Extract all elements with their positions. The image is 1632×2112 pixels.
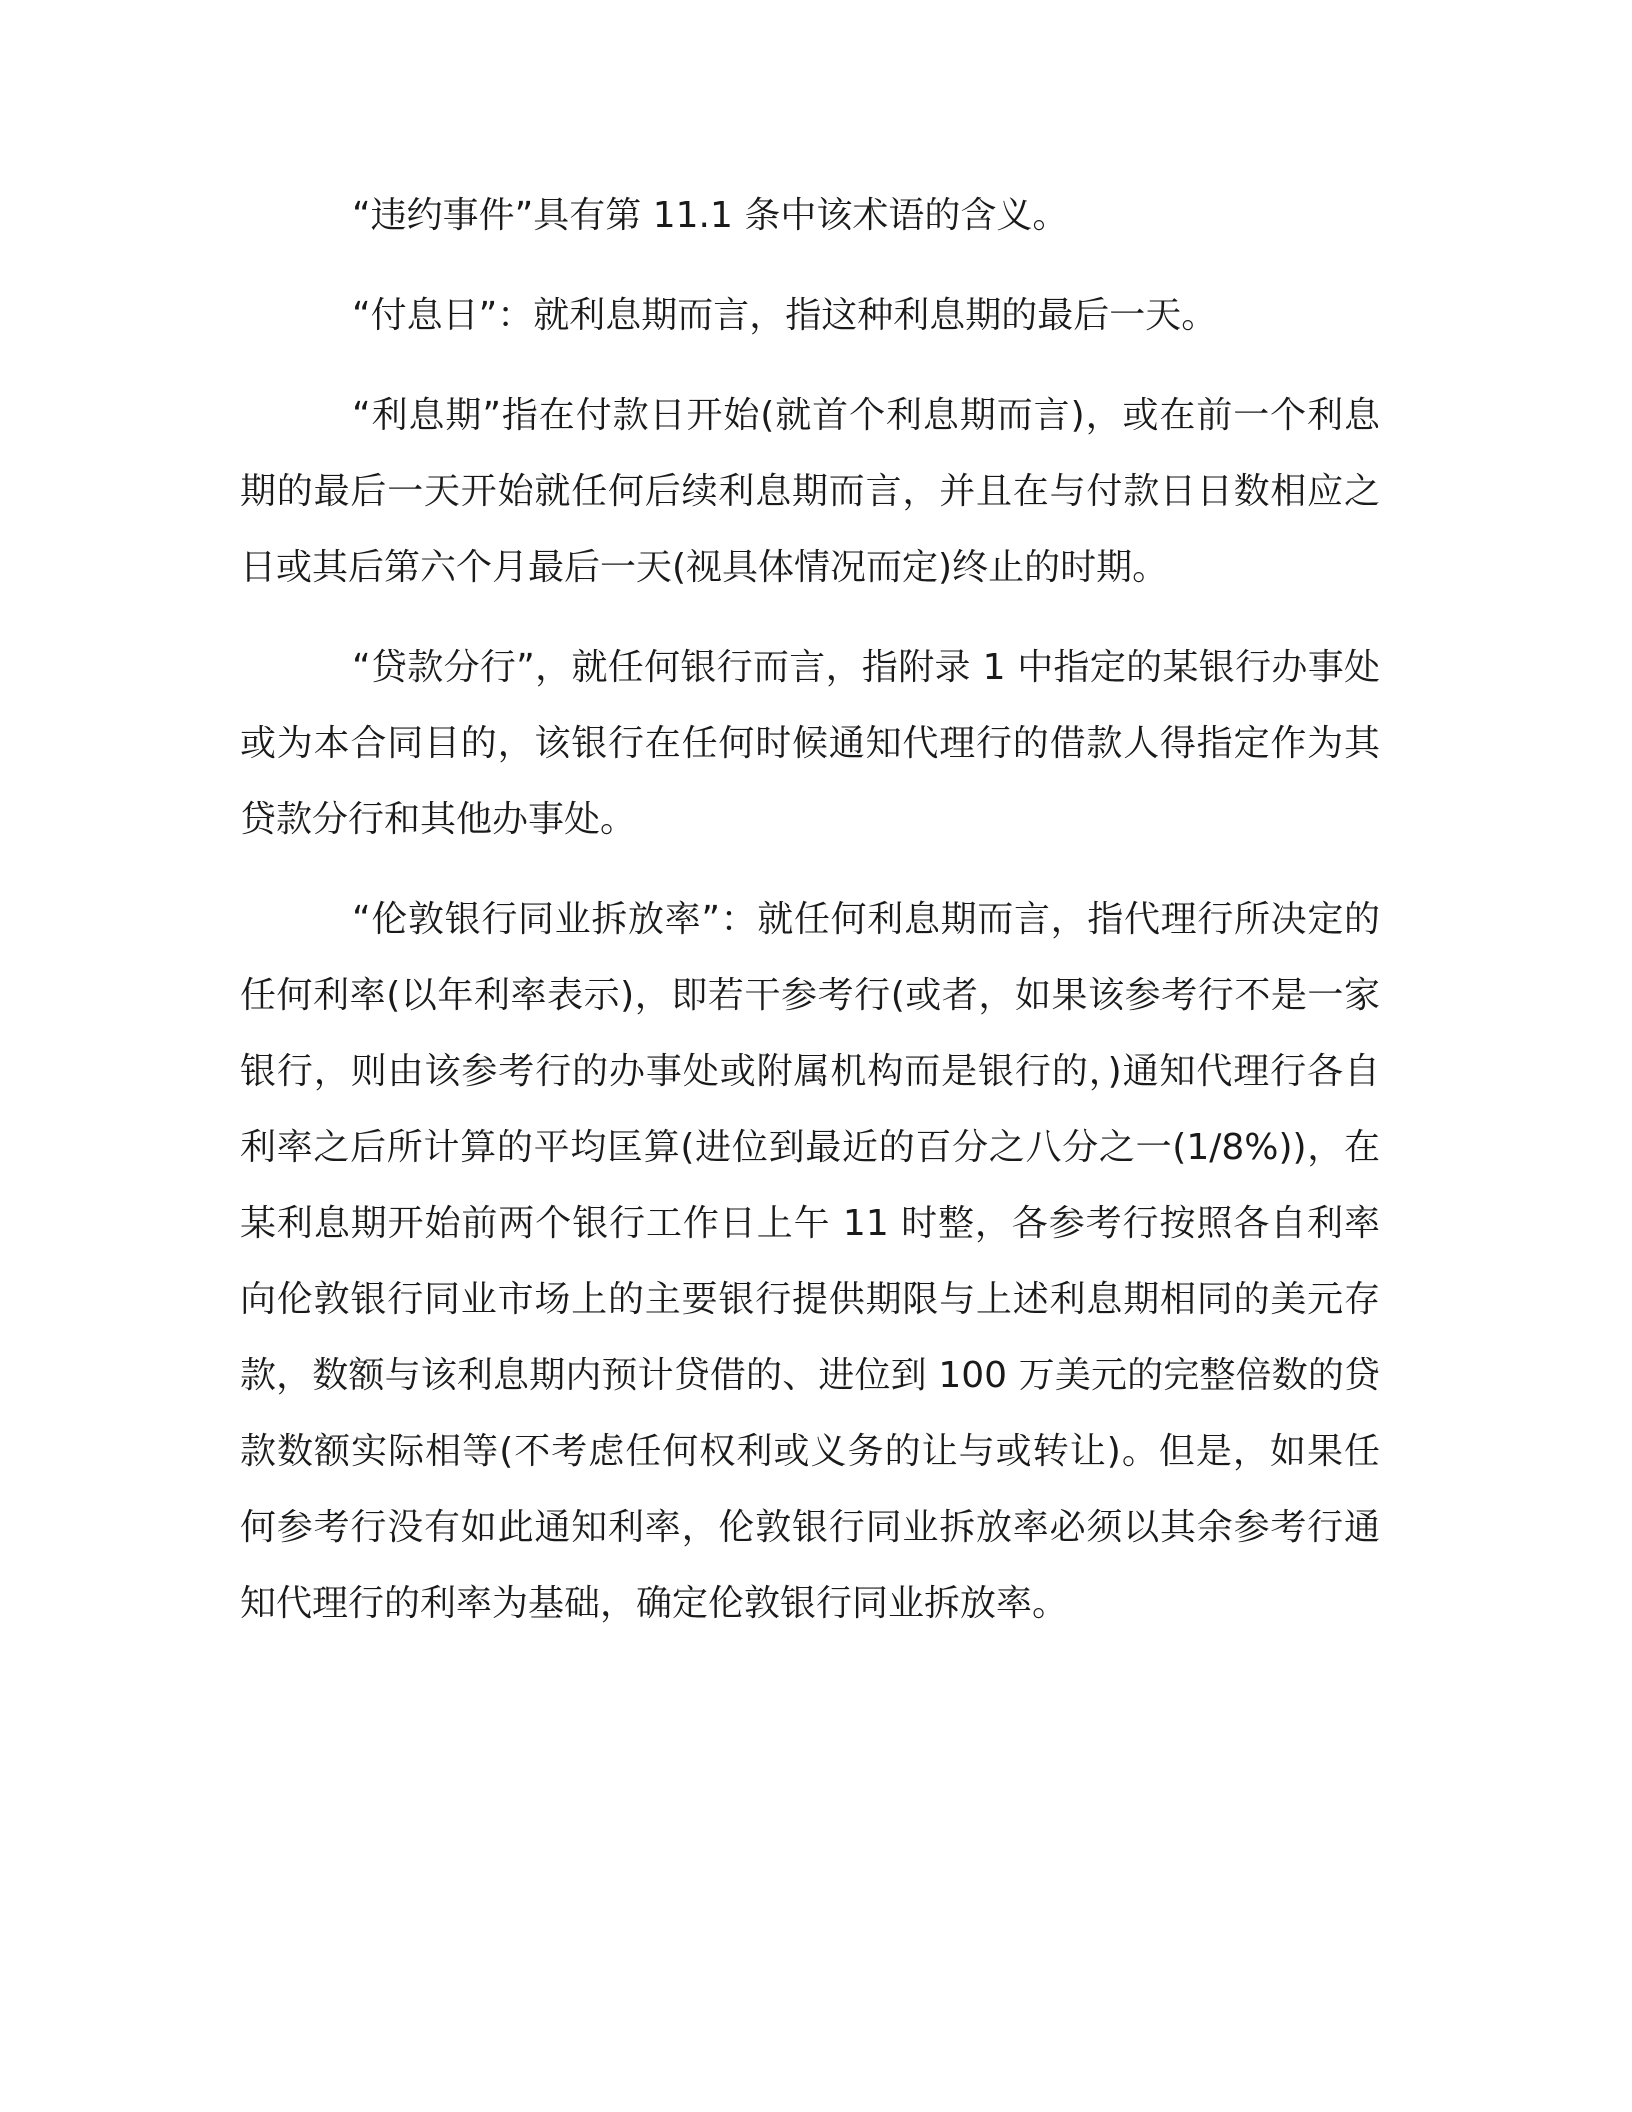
definition-lending-office: “贷款分行”，就任何银行而言，指附录 1 中指定的某银行办事处或为本合同目的，该银行在任何时候通知代理行的借款人得指定作为其贷款分行和其他办事处。 (240, 647, 1380, 840)
definition-event-of-default: “违约事件”具有第 11.1 条中该术语的含义。 (352, 195, 1069, 236)
document-body (240, 178, 1380, 1666)
definition-interest-period: “利息期”指在付款日开始(就首个利息期而言)，或在前一个利息期的最后一天开始就任何后续利息期而言，并且在与付款日日数相应之日或其后第六个月最后一天(视具体情况而定)终止的时期。 (240, 395, 1380, 588)
definition-libor: “伦敦银行同业拆放率”：就任何利息期而言，指代理行所决定的任何利率(以年利率表示)，即若干参考行(或者，如果该参考行不是一家银行，则由该参考行的办事处或附属机构而是银行的，)通知代理行各自利率之后所计算的平均匡算(进位到最近的百分之八分之一(1/8%))，在某利息期开始前两个银行工作日上午 11 时整，各参考行按照各自利率向伦敦银行同业市场上的主要银行提供期限与上述利息期相同的美元存款，数额与该利息期内预计贷借的、进位到 100 万美元的完整倍数的贷款数额实际相等(不考虑任何权利或义务的让与或转让)。但是，如果任何参考行没有如此通知利率，伦敦银行同业拆放率必须以其余参考行通知代理行的利率为基础，确定伦敦银行同业拆放率。 (240, 899, 1380, 1624)
definition-interest-payment-date: “付息日”：就利息期而言，指这种利息期的最后一天。 (352, 295, 1218, 336)
